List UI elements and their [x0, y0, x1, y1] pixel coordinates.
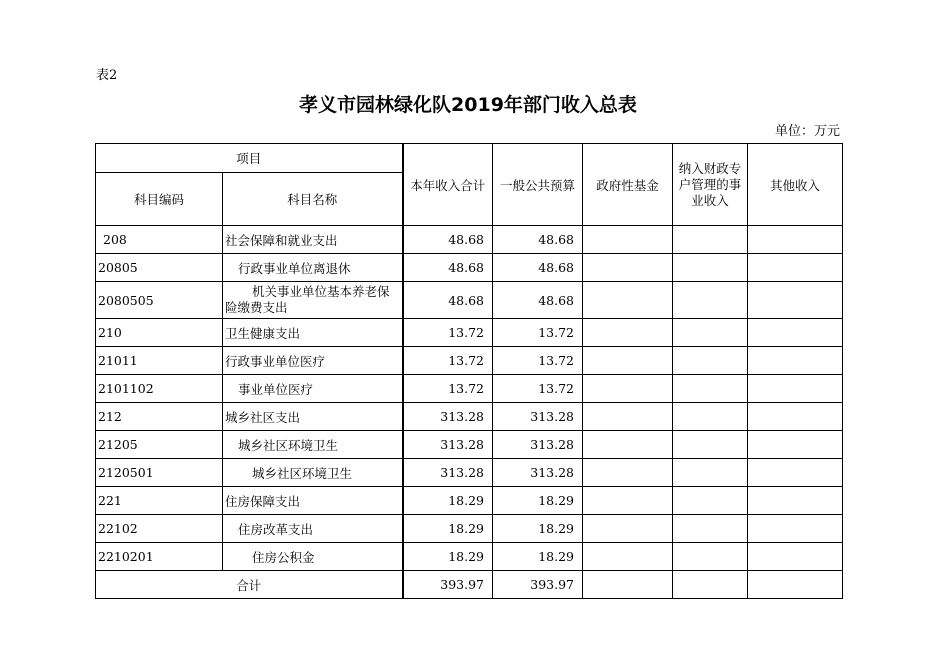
- header-project: 项目: [96, 144, 403, 173]
- header-other: 其他收入: [748, 144, 843, 226]
- row-general: 313.28: [493, 459, 583, 487]
- row-fiscal: [673, 282, 748, 319]
- row-total: 313.28: [403, 403, 493, 431]
- row-name: 事业单位医疗: [223, 375, 403, 403]
- header-name: 科目名称: [223, 173, 403, 226]
- row-total: 48.68: [403, 282, 493, 319]
- row-code: 2080505: [96, 282, 223, 319]
- row-fiscal: [673, 487, 748, 515]
- row-code: 21011: [96, 347, 223, 375]
- row-other: [748, 375, 843, 403]
- row-other: [748, 254, 843, 282]
- row-fund: [583, 543, 673, 571]
- table-row: [96, 515, 843, 543]
- row-fund: [583, 375, 673, 403]
- row-total: 13.72: [403, 319, 493, 347]
- row-fund: [583, 459, 673, 487]
- row-other: [748, 431, 843, 459]
- row-total: 48.68: [403, 226, 493, 254]
- table-row: [96, 375, 843, 403]
- row-general: 48.68: [493, 282, 583, 319]
- row-fiscal: [673, 347, 748, 375]
- row-fiscal: [673, 459, 748, 487]
- row-other: [748, 403, 843, 431]
- row-total: 13.72: [403, 347, 493, 375]
- row-other: [748, 459, 843, 487]
- row-other: [748, 487, 843, 515]
- total-label: 合计: [96, 571, 403, 599]
- table-row: [96, 459, 843, 487]
- total-general: 393.97: [493, 571, 583, 599]
- table-row: [96, 347, 843, 375]
- row-code: 2120501: [96, 459, 223, 487]
- header-fiscal-managed: 纳入财政专户管理的事业收入: [673, 144, 748, 226]
- total-fiscal: [673, 571, 748, 599]
- row-total: 313.28: [403, 459, 493, 487]
- total-row: [96, 571, 843, 599]
- total-sum: 393.97: [403, 571, 493, 599]
- row-general: 313.28: [493, 403, 583, 431]
- header-gov-fund: 政府性基金: [583, 144, 673, 226]
- row-code: 210: [96, 319, 223, 347]
- row-other: [748, 515, 843, 543]
- table-row: [96, 226, 843, 254]
- row-general: 48.68: [493, 226, 583, 254]
- row-code: 22102: [96, 515, 223, 543]
- row-fund: [583, 226, 673, 254]
- header-code: 科目编码: [96, 173, 223, 226]
- row-code: 21205: [96, 431, 223, 459]
- row-code: 20805: [96, 254, 223, 282]
- total-other: [748, 571, 843, 599]
- row-other: [748, 319, 843, 347]
- row-total: 18.29: [403, 487, 493, 515]
- row-name: 住房改革支出: [223, 515, 403, 543]
- row-fiscal: [673, 254, 748, 282]
- row-fund: [583, 254, 673, 282]
- row-other: [748, 226, 843, 254]
- row-code: 208: [96, 226, 223, 254]
- row-name: 社会保障和就业支出: [223, 226, 403, 254]
- row-fund: [583, 487, 673, 515]
- table-row: [96, 403, 843, 431]
- table-row: [96, 543, 843, 571]
- row-fund: [583, 319, 673, 347]
- table-row: [96, 487, 843, 515]
- row-fiscal: [673, 431, 748, 459]
- row-total: 18.29: [403, 515, 493, 543]
- row-general: 18.29: [493, 543, 583, 571]
- row-code: 2101102: [96, 375, 223, 403]
- row-code: 212: [96, 403, 223, 431]
- row-fund: [583, 431, 673, 459]
- row-fiscal: [673, 375, 748, 403]
- row-fiscal: [673, 403, 748, 431]
- row-fund: [583, 282, 673, 319]
- row-name: 卫生健康支出: [223, 319, 403, 347]
- row-total: 13.72: [403, 375, 493, 403]
- unit-label: 单位：万元: [774, 124, 840, 139]
- row-general: 18.29: [493, 487, 583, 515]
- table-number: 表2: [96, 68, 118, 83]
- table-row: [96, 431, 843, 459]
- row-other: [748, 543, 843, 571]
- row-general: 13.72: [493, 375, 583, 403]
- row-other: [748, 347, 843, 375]
- row-name: 住房保障支出: [223, 487, 403, 515]
- row-fund: [583, 347, 673, 375]
- row-general: 48.68: [493, 254, 583, 282]
- row-code: 2210201: [96, 543, 223, 571]
- row-total: 18.29: [403, 543, 493, 571]
- income-summary-table: [95, 143, 843, 599]
- row-fiscal: [673, 226, 748, 254]
- row-fund: [583, 403, 673, 431]
- row-general: 313.28: [493, 431, 583, 459]
- row-name: 城乡社区支出: [223, 403, 403, 431]
- row-general: 13.72: [493, 347, 583, 375]
- row-name: 城乡社区环境卫生: [223, 431, 403, 459]
- row-name: 行政事业单位医疗: [223, 347, 403, 375]
- row-name: 行政事业单位离退休: [223, 254, 403, 282]
- row-other: [748, 282, 843, 319]
- row-general: 18.29: [493, 515, 583, 543]
- row-fiscal: [673, 543, 748, 571]
- row-fund: [583, 515, 673, 543]
- report-title: 孝义市园林绿化队2019年部门收入总表: [299, 94, 637, 116]
- row-code: 221: [96, 487, 223, 515]
- row-name: 住房公积金: [223, 543, 403, 571]
- total-fund: [583, 571, 673, 599]
- header-general-budget: 一般公共预算: [493, 144, 583, 226]
- row-name: 城乡社区环境卫生: [223, 459, 403, 487]
- header-total: 本年收入合计: [403, 144, 493, 226]
- row-general: 13.72: [493, 319, 583, 347]
- table-row: [96, 282, 843, 319]
- row-name: 机关事业单位基本养老保险缴费支出: [223, 282, 403, 319]
- table-row: [96, 319, 843, 347]
- row-total: 48.68: [403, 254, 493, 282]
- row-fiscal: [673, 319, 748, 347]
- row-total: 313.28: [403, 431, 493, 459]
- table-row: [96, 254, 843, 282]
- row-fiscal: [673, 515, 748, 543]
